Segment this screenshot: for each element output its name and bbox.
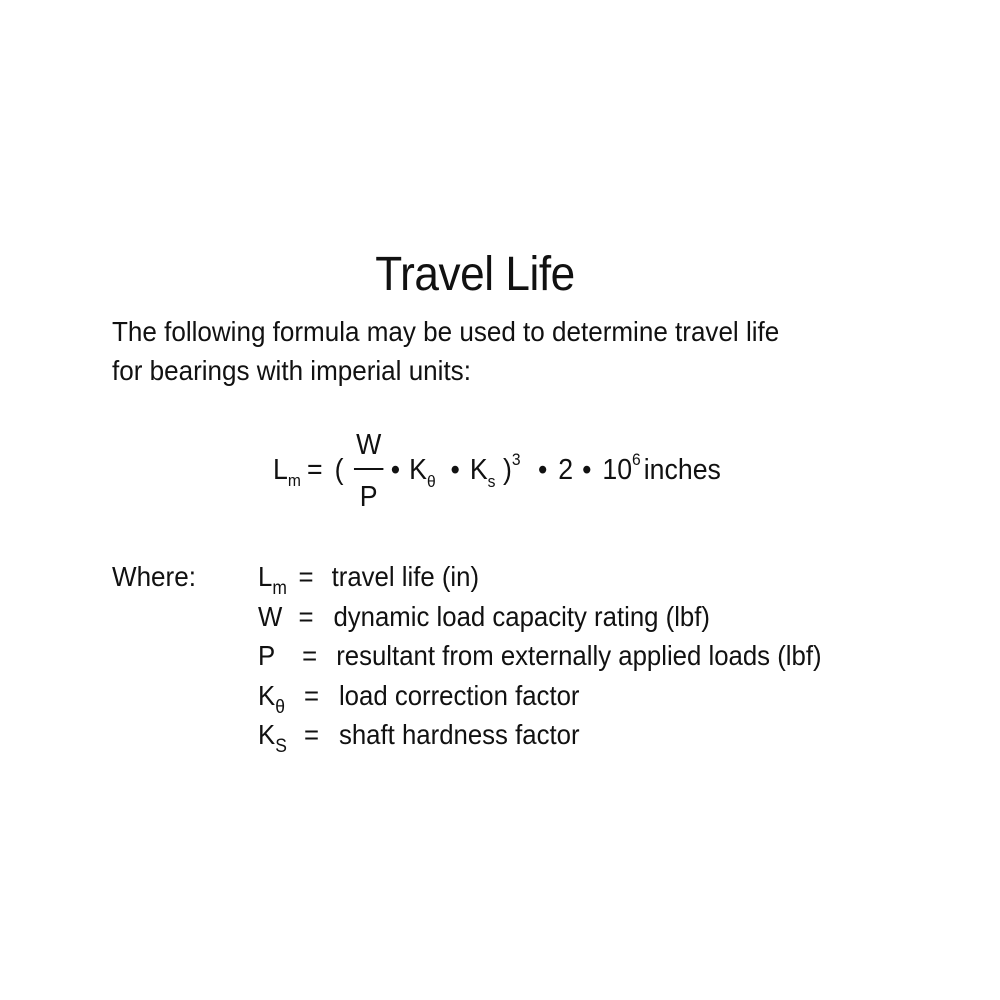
formula-power [602,452,640,488]
where-label: Where: [112,561,196,592]
definition-symbol-letter: K [258,679,276,711]
definition-symbol [258,716,287,757]
definition-description: travel life (in) [331,561,480,592]
formula-k-theta-symbol: K [409,454,427,486]
formula-equals: = [307,454,323,486]
definition-description: dynamic load capacity rating (lbf) [333,600,710,632]
definition-symbol-letter: L [258,561,273,592]
intro-line-2: for bearings with imperial units: [112,355,471,386]
page-title: Travel Life [375,248,575,301]
definition-symbol [258,598,282,636]
formula-numerator: W [356,429,382,461]
formula-denominator: P [359,481,378,513]
definition-symbol-subscript: m [272,578,287,599]
formula-close-paren-symbol: ) [503,454,512,486]
definition-symbol [258,677,285,718]
intro-line-1: The following formula may be used to determine travel life [112,316,780,347]
definition-equals: = [302,640,318,671]
formula-close-paren [503,452,521,488]
formula-open-paren: ( [334,454,344,486]
formula-k-theta [409,452,436,491]
formula-dot-4: • [582,454,592,486]
definition-equals: = [304,719,320,750]
definition-description: load correction factor [338,679,580,711]
formula-lhs-subscript: m [287,471,301,490]
travel-life-formula [273,425,721,515]
formula-k-s-symbol: K [469,454,488,486]
definition-equals: = [298,600,314,632]
formula-base-exponent: 6 [632,450,641,469]
definition-symbol-subscript: S [275,736,287,757]
fraction-bar [354,468,383,470]
definition-equals: = [298,561,314,592]
intro-paragraph [112,312,856,390]
formula-base: 10 [602,454,633,486]
formula-constant: 2 [558,454,574,486]
definition-symbol [258,558,287,599]
formula-k-s [469,452,496,491]
formula-lhs-symbol: L [273,454,288,486]
definition-description: resultant from externally applied loads (lbf) [336,640,822,671]
formula-exponent: 3 [511,450,521,469]
definition-symbol-letter: P [258,640,276,671]
definition-symbol [258,637,275,675]
formula-k-theta-subscript: θ [426,472,436,491]
definition-symbol-letter: W [258,600,283,632]
formula-dot-2: • [450,454,460,486]
formula-dot-3: • [537,454,548,486]
definition-equals: = [304,679,320,711]
formula-k-s-subscript: s [487,472,496,491]
formula-lhs [273,452,301,488]
definition-symbol-letter: K [258,719,276,750]
formula-unit: inches [643,454,721,486]
definition-symbol-subscript: θ [275,696,285,718]
formula-dot-1: • [390,454,401,486]
definition-description: shaft hardness factor [338,719,580,750]
